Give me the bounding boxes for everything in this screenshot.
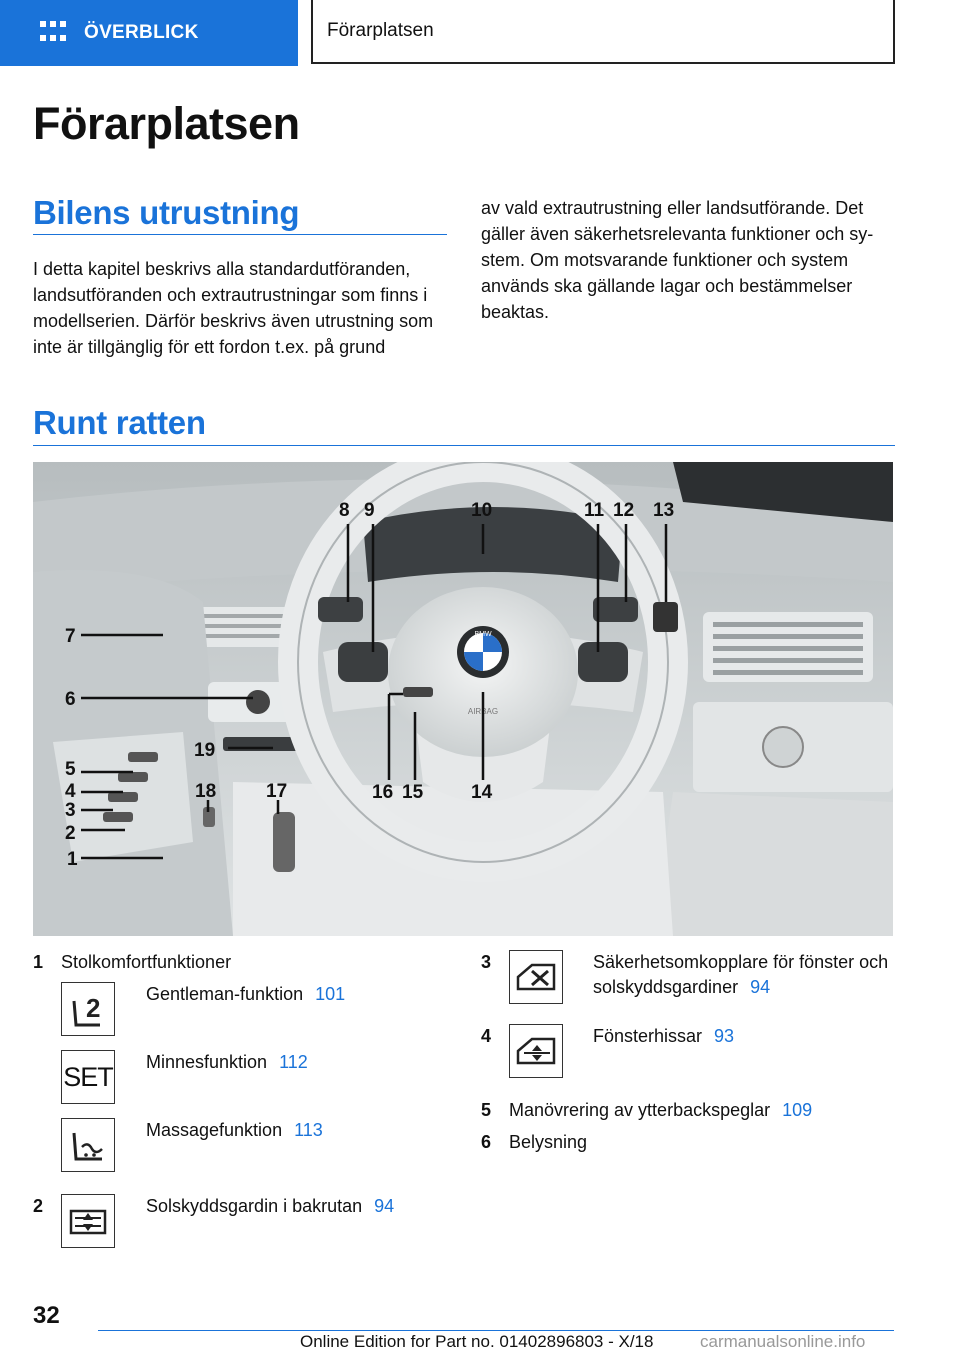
footer-rule [98, 1330, 894, 1331]
seat-memory-2-icon [61, 982, 115, 1036]
section-title-around-wheel: Runt ratten [33, 404, 206, 441]
callout-10: 10 [471, 500, 493, 521]
legend-number-4: 4 [481, 1026, 492, 1046]
callout-8: 8 [339, 500, 350, 521]
legend-number-3: 3 [481, 952, 492, 972]
callout-6: 6 [65, 689, 76, 710]
section-title-equipment: Bilens utrustning [33, 194, 300, 231]
callout-9: 9 [364, 500, 375, 521]
legend-label-4: Fönsterhissar 93 [593, 1026, 735, 1046]
window-lock-icon [509, 950, 563, 1004]
callout-11: 11 [584, 500, 605, 521]
section-rule [33, 234, 447, 235]
overview-tab-label: ÖVERBLICK [84, 22, 199, 43]
footer-edition: Online Edition for Part no. 01402896803 - X/18 [300, 1332, 654, 1351]
intro-paragraph-right: av vald extrautrustning eller landsutförande. Det gäller även säkerhetsrelevanta funktioner och system. Om motsvarande funktioner och system används ska gällande lagar och bestämmelser beaktas. [481, 198, 874, 322]
legend-sub-1a: Gentleman-funktion 101 [146, 984, 346, 1004]
legend-number-1: 1 [33, 952, 44, 972]
callout-15: 15 [402, 782, 424, 803]
legend-number-5: 5 [481, 1100, 492, 1120]
page-ref-link[interactable]: 112 [279, 1052, 308, 1072]
callout-19: 19 [194, 740, 216, 761]
power-window-icon [509, 1024, 563, 1078]
legend-label-1: Stolkomfortfunktioner [61, 952, 232, 972]
page-ref-link[interactable]: 113 [294, 1120, 323, 1140]
breadcrumb [311, 0, 895, 64]
section-rule [33, 445, 895, 446]
callout-13: 13 [653, 500, 675, 521]
callout-3: 3 [65, 800, 76, 821]
legend-sub-1c: Massagefunktion 113 [146, 1120, 323, 1140]
logo-text: BMW [474, 631, 492, 638]
rear-sunblind-icon [61, 1194, 115, 1248]
page-title: Förarplatsen [33, 98, 300, 149]
page-ref-link[interactable]: 94 [374, 1196, 395, 1216]
overview-tab[interactable] [0, 0, 298, 66]
breadcrumb-label: Förarplatsen [327, 20, 434, 41]
callout-1: 1 [67, 849, 78, 870]
callout-7: 7 [65, 626, 76, 647]
legend-sub-1b: Minnesfunktion 112 [146, 1052, 308, 1072]
massage-icon [61, 1118, 115, 1172]
page-ref-link[interactable]: 93 [714, 1026, 735, 1046]
watermark: carmanualsonline.info [700, 1332, 866, 1351]
callout-12: 12 [613, 500, 635, 521]
callout-5: 5 [65, 759, 76, 780]
page-number: 32 [33, 1302, 60, 1329]
callout-4: 4 [65, 781, 76, 802]
intro-paragraph-left: I detta kapitel beskrivs alla standardutföranden, landsutföranden och extrautrustningar som finns i modellserien. Därför beskrivs även utrustning som inte är tillgänglig för ett fordon t.ex. på grund [33, 259, 434, 357]
page-ref-link[interactable]: 94 [750, 977, 771, 997]
callout-14: 14 [471, 782, 493, 803]
legend-number-6: 6 [481, 1132, 492, 1152]
legend-label-6: Belysning [509, 1132, 588, 1152]
airbag-text: AIRBAG [467, 707, 499, 716]
grid-icon [40, 21, 66, 45]
legend-number-2: 2 [33, 1196, 44, 1216]
callout-16: 16 [372, 782, 394, 803]
callout-18: 18 [195, 781, 217, 802]
callout-17: 17 [266, 781, 288, 802]
legend-label-2: Solskyddsgardin i bakrutan 94 [146, 1196, 395, 1216]
callout-2: 2 [65, 823, 76, 844]
cockpit-illustration [33, 462, 893, 936]
legend-label-5: Manövrering av ytterbackspeglar 109 [509, 1100, 813, 1120]
page-ref-link[interactable]: 109 [782, 1100, 813, 1120]
page-ref-link[interactable]: 101 [315, 984, 346, 1004]
set-icon: SET [61, 1050, 115, 1104]
legend-label-3: Säkerhetsomkopplare för fönster och solskyddsgardiner 94 [593, 952, 889, 997]
svg-text:2: 2 [86, 993, 101, 1023]
